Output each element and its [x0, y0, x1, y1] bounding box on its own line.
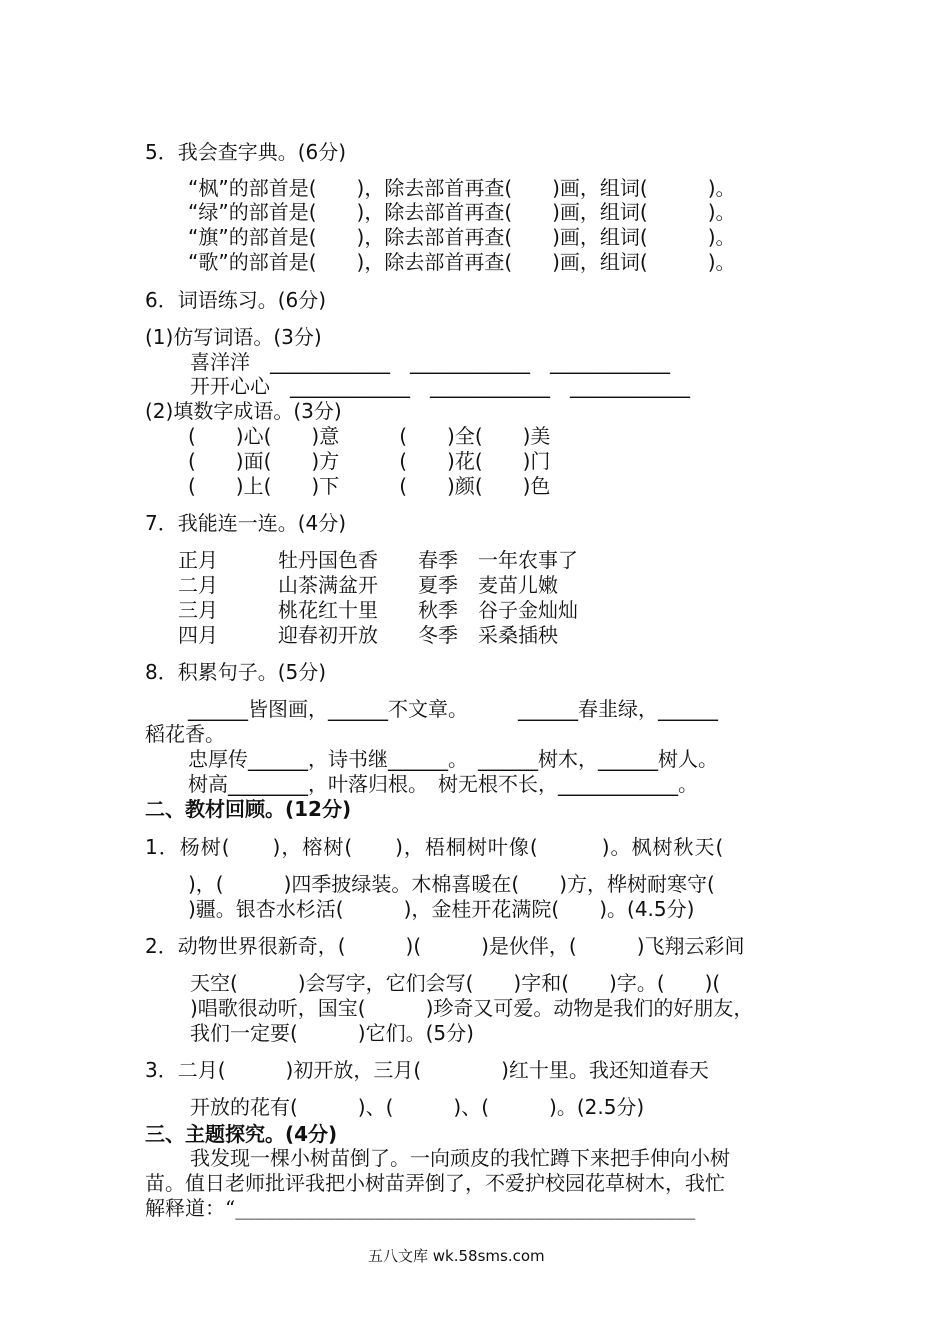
- q6-part2-line-3: ( )上( )下 ( )颜( )色: [188, 474, 551, 498]
- q7-title: 7．我能连一连。(4分): [145, 511, 347, 535]
- section2-title: 二、教材回顾。(12分): [145, 797, 352, 821]
- q8-line-3: 忠厚传______，诗书继______。 ______树木，______树人。: [188, 747, 718, 771]
- q8-line-2: 稻花香。: [145, 722, 225, 746]
- s3-line-3: 解释道：“______________________________________________: [145, 1196, 696, 1220]
- q7-line-2: 二月 山茶满盆开 夏季 麦苗儿嫩: [178, 573, 558, 597]
- q5-title: 5．我会查字典。(6分): [145, 140, 347, 164]
- section3-title: 三、主题探究。(4分): [145, 1122, 338, 1146]
- s2-q1-line-2: )，( )四季披绿装。木棉喜暖在( )方，桦树耐寒守(: [188, 872, 715, 896]
- q5-line-1: “枫”的部首是( )，除去部首再查( )画，组词( )。: [188, 176, 736, 200]
- s2-q2-line-3: )唱歌很动听，国宝( )珍奇又可爱。动物是我们的好朋友，: [190, 996, 754, 1020]
- q5-line-2: “绿”的部首是( )，除去部首再查( )画，组词( )。: [188, 200, 736, 224]
- s3-line-1: 我发现一棵小树苗倒了。一向顽皮的我忙蹲下来把手伸向小树: [190, 1146, 730, 1170]
- q6-part2-line-1: ( )心( )意 ( )全( )美: [188, 424, 551, 448]
- q6-part2-line-2: ( )面( )方 ( )花( )门: [188, 449, 551, 473]
- s2-q3-line-2: 开放的花有( )、( )、( )。(2.5分): [190, 1095, 645, 1119]
- q7-line-4: 四月 迎春初开放 冬季 采桑插秧: [178, 623, 558, 647]
- s2-q1-line-3: )疆。银杏水杉活( )，金桂开花满院( )。(4.5分): [188, 897, 695, 921]
- s2-q2-line-4: 我们一定要( )它们。(5分): [190, 1021, 474, 1045]
- footer-watermark: 五八文库 wk.58sms.com: [368, 1247, 545, 1265]
- s2-q2-line-2: 天空( )会写字，它们会写( )字和( )字。( )(: [190, 971, 721, 995]
- s2-q1-line-1: 1．杨树( )，榕树( )，梧桐树叶像( )。枫树秋天(: [145, 835, 725, 859]
- q7-line-1: 正月 牡丹国色香 春季 一年农事了: [178, 548, 578, 572]
- q8-line-4: 树高________，叶落归根。 树无根不长，____________。: [188, 772, 698, 796]
- q6-part1-title: (1)仿写词语。(3分): [145, 325, 322, 349]
- q6-part2-title: (2)填数字成语。(3分): [145, 399, 342, 423]
- q6-part1-line-1: 喜洋洋 ____________ ____________ ____________: [190, 350, 670, 374]
- q6-title: 6．词语练习。(6分): [145, 288, 327, 312]
- q5-line-3: “旗”的部首是( )，除去部首再查( )画，组词( )。: [188, 225, 736, 249]
- s2-q2-line-1: 2．动物世界很新奇，( )( )是伙伴，( )飞翔云彩间: [145, 934, 745, 958]
- q7-line-3: 三月 桃花红十里 秋季 谷子金灿灿: [178, 598, 578, 622]
- q5-line-4: “歌”的部首是( )，除去部首再查( )画，组词( )。: [188, 250, 736, 274]
- s3-line-2: 苗。值日老师批评我把小树苗弄倒了，不爱护校园花草树木，我忙: [145, 1171, 725, 1195]
- q8-title: 8．积累句子。(5分): [145, 660, 327, 684]
- s2-q3-line-1: 3．二月( )初开放，三月( )红十里。我还知道春天: [145, 1058, 709, 1082]
- q6-part1-line-2: 开开心心 ____________ ____________ ____________: [190, 374, 690, 398]
- q8-line-1: ______皆图画，______不文章。 ______春韭绿，______: [188, 697, 718, 721]
